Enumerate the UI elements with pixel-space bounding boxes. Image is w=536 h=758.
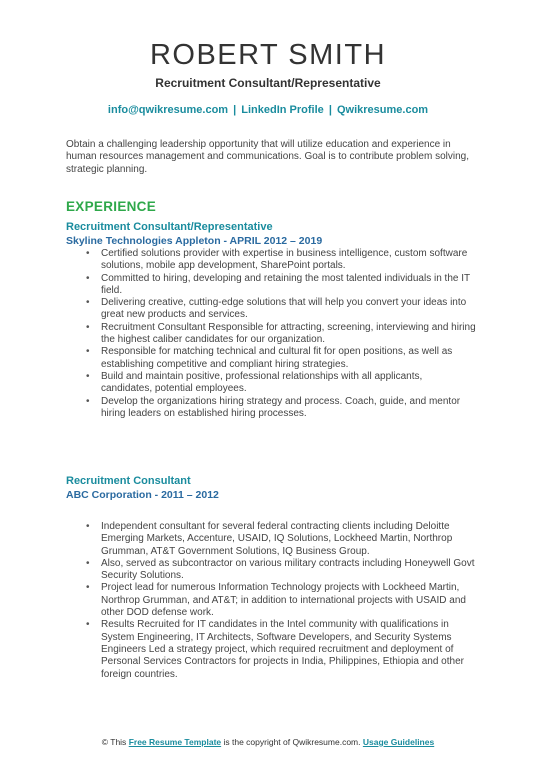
candidate-title: Recruitment Consultant/Representative [155, 76, 381, 90]
free-resume-template-link[interactable]: Free Resume Template [128, 737, 222, 747]
job-company-dates: ABC Corporation - 2011 – 2012 [66, 489, 219, 501]
job-bullet: • Also, served as subcontractor on various military contracts including Honeywell Govt Security Solutions. [66, 558, 476, 583]
job-bullet: • Build and maintain positive, professional relationships with all applicants, candidates, potential employees. [66, 371, 476, 396]
contact-separator: | [328, 104, 332, 116]
usage-guidelines-link[interactable]: Usage Guidelines [362, 737, 435, 747]
job-title: Recruitment Consultant [66, 475, 191, 487]
website-link[interactable]: Qwikresume.com [336, 104, 429, 116]
job-bullet: • Project lead for numerous Information Technology projects with Lockheed Martin, Northrop Grumman, and AT&T; in addition to international projects with USAID and other DOD defense work. [66, 582, 476, 619]
job-bullet: • Responsible for matching technical and cultural fit for open positions, as well as establishing competitive and compliant hiring strategies. [66, 346, 476, 371]
job-entry [66, 221, 476, 420]
candidate-name: ROBERT SMITH [149, 39, 387, 71]
job-bullet: • Committed to hiring, developing and retaining the most talented individuals in the IT field. [66, 273, 476, 298]
job-entry [66, 475, 476, 681]
job-bullet: • Develop the organizations hiring strategy and process. Coach, guide, and mentor hiring leaders on established hiring processes. [66, 396, 476, 421]
job-title: Recruitment Consultant/Representative [66, 221, 273, 233]
email-link[interactable]: info@qwikresume.com [107, 104, 229, 116]
linkedin-link[interactable]: LinkedIn Profile [241, 104, 324, 116]
contact-line [0, 104, 536, 117]
resume-header [0, 0, 536, 117]
footer-prefix: © This [101, 737, 127, 747]
job-bullet-list [66, 521, 476, 681]
job-bullet-list [66, 248, 476, 420]
objective-summary: Obtain a challenging leadership opportunity that will utilize education and experience in human resources management and communications. Goal is to contribute problem solving, strategic planning. [66, 139, 469, 175]
footer-copyright-text: is the copyright of Qwikresume.com. [223, 737, 361, 747]
job-bullet: • Results Recruited for IT candidates in the Intel community with qualifications in System Engineering, IT Architects, Software Developers, and Security Systems Engineers Led a strategy project, which required recruitment and deployment of Personal Services Contractors for projects in India, Philippines, Ethiopia and other foreign countries. [66, 619, 476, 680]
job-bullet: • Delivering creative, cutting-edge solutions that will help you convert your ideas into great new products and services. [66, 297, 476, 322]
job-company-dates: Skyline Technologies Appleton - APRIL 2012 – 2019 [66, 235, 323, 247]
contact-separator: | [233, 104, 237, 116]
job-bullet: • Recruitment Consultant Responsible for attracting, screening, interviewing and hiring the highest caliber candidates for our organization. [66, 322, 476, 347]
job-bullet: • Certified solutions provider with expertise in business intelligence, custom software solutions, mobile app development, SharePoint portals. [66, 248, 476, 273]
experience-heading: EXPERIENCE [66, 199, 157, 214]
copyright-footer [0, 737, 536, 747]
job-bullet: • Independent consultant for several federal contracting clients including Deloitte Emerging Markets, Accenture, USAID, IQ Solutions, Lockheed Martin, Northrop Grumman, AT&T Government Solutions, IQ Business Group. [66, 521, 476, 558]
